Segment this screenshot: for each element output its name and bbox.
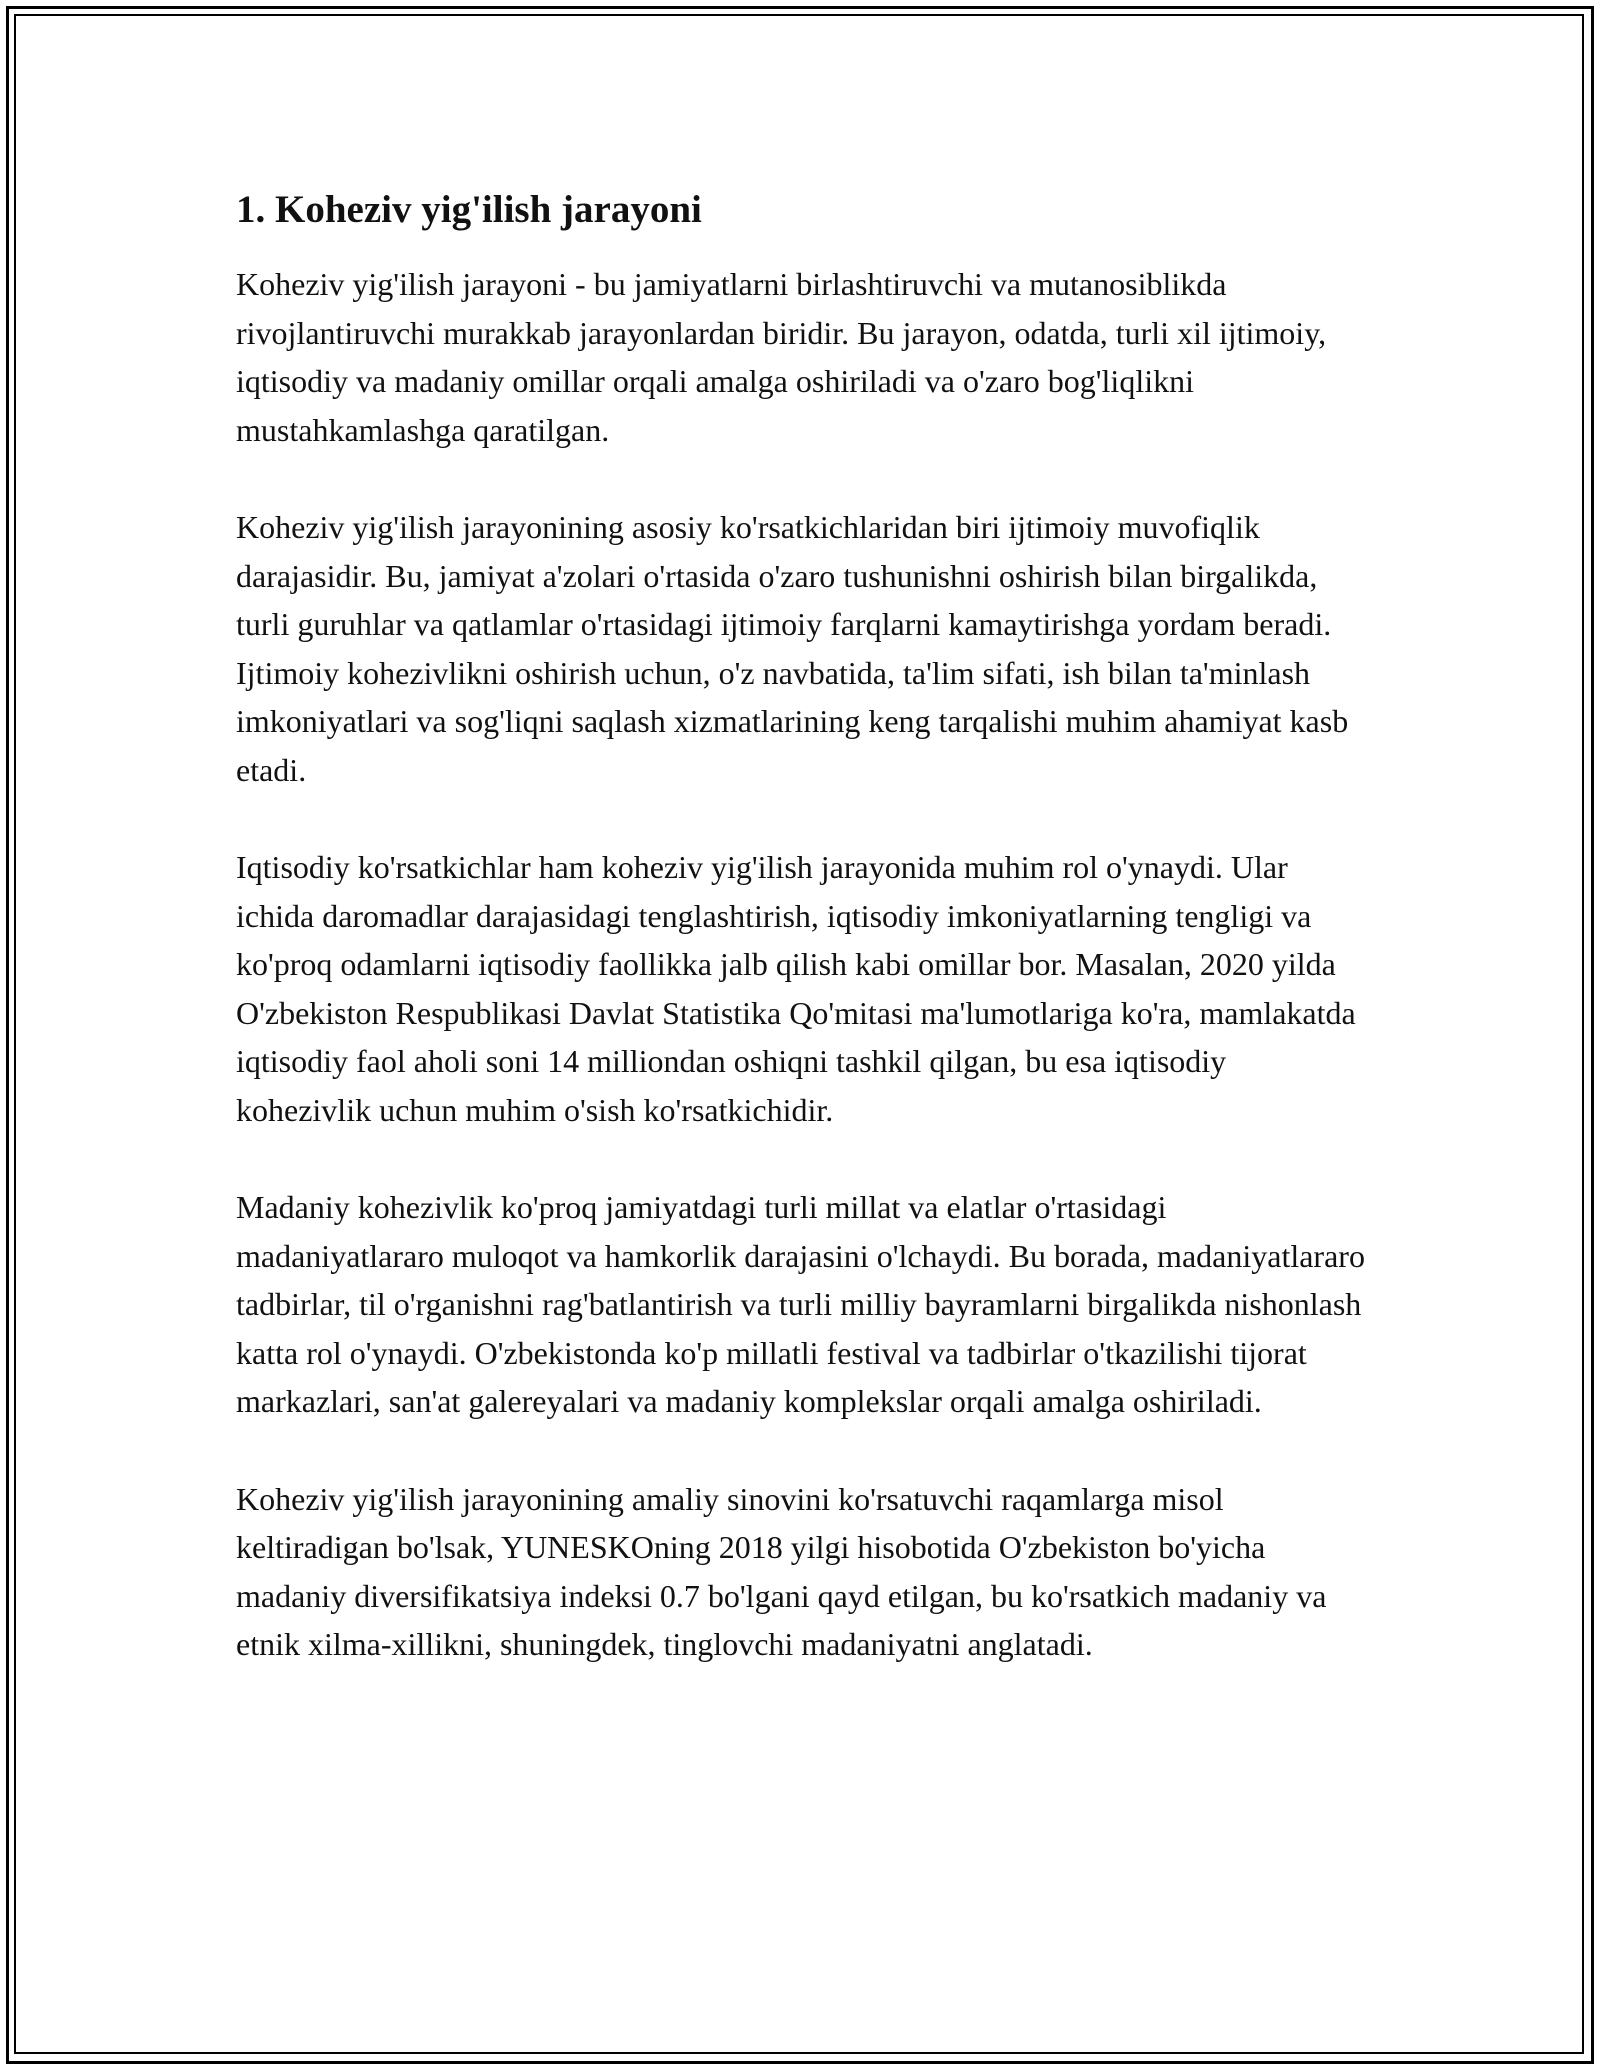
paragraph-5: Koheziv yig'ilish jarayonining amaliy sinovini ko'rsatuvchi raqamlarga misol keltiradigan bo'lsak, YUNESKOning 2018 yilgi hisobotida O'zbekiston bo'yicha madaniy diversifikatsiya indeksi 0.7 bo'lgani qayd etilgan, bu ko'rsatkich madaniy va etnik xilma-xillikni, shuningdek, tinglovchi madaniyatni anglatadi. (236, 1480, 1327, 1662)
paragraph-3: Iqtisodiy ko'rsatkichlar ham koheziv yig'ilish jarayonida muhim rol o'ynaydi. Ular ichida daromadlar darajasidagi tenglashtirish, iqtisodiy imkoniyatlarning tengligi va ko'proq odamlarni iqtisodiy faollikka jalb qilish kabi omillar bor. Masalan, 2020 yilda O'zbekiston Respublikasi Davlat Statistika Qo'mitasi ma'lumotlariga ko'ra, mamlakatda iqtisodiy faol aholi soni 14 milliondan oshiqni tashkil qilgan, bu esa iqtisodiy kohezivlik uchun muhim o'sish ko'rsatkichidir. (236, 849, 1356, 1128)
section-heading: 1. Koheziv yig'ilish jarayoni (236, 188, 702, 231)
paragraph-4: Madaniy kohezivlik ko'proq jamiyatdagi turli millat va elatlar o'rtasidagi madaniyatlararo muloqot va hamkorlik darajasini o'lchaydi. Bu borada, madaniyatlararo tadbirlar, til o'rganishni rag'batlantirish va turli milliy bayramlarni birgalikda nishonlash katta rol o'ynaydi. O'zbekistonda ko'p millatli festival va tadbirlar o'tkazilishi tijorat markazlari, san'at galereyalari va madaniy komplekslar orqali amalga oshiriladi. (236, 1189, 1365, 1419)
paragraph-1: Koheziv yig'ilish jarayoni - bu jamiyatlarni birlashtiruvchi va mutanosiblikda rivojlantiruvchi murakkab jarayonlardan biridir. Bu jarayon, odatda, turli xil ijtimoiy, iqtisodiy va madaniy omillar orqali amalga oshiriladi va o'zaro bog'liqlikni mustahkamlashga qaratilgan. (236, 266, 1327, 448)
paragraph-2: Koheziv yig'ilish jarayonining asosiy ko'rsatkichlaridan biri ijtimoiy muvofiqlik darajasidir. Bu, jamiyat a'zolari o'rtasida o'zaro tushunishni oshirish bilan birgalikda, turli guruhlar va qatlamlar o'rtasidagi ijtimoiy farqlarni kamaytirishga yordam beradi. Ijtimoiy kohezivlikni oshirish uchun, o'z navbatida, ta'lim sifati, ish bilan ta'minlash imkoniyatlari va sog'liqni saqlash xizmatlarining keng tarqalishi muhim ahamiyat kasb etadi. (236, 509, 1349, 788)
document-body (236, 186, 1366, 1718)
